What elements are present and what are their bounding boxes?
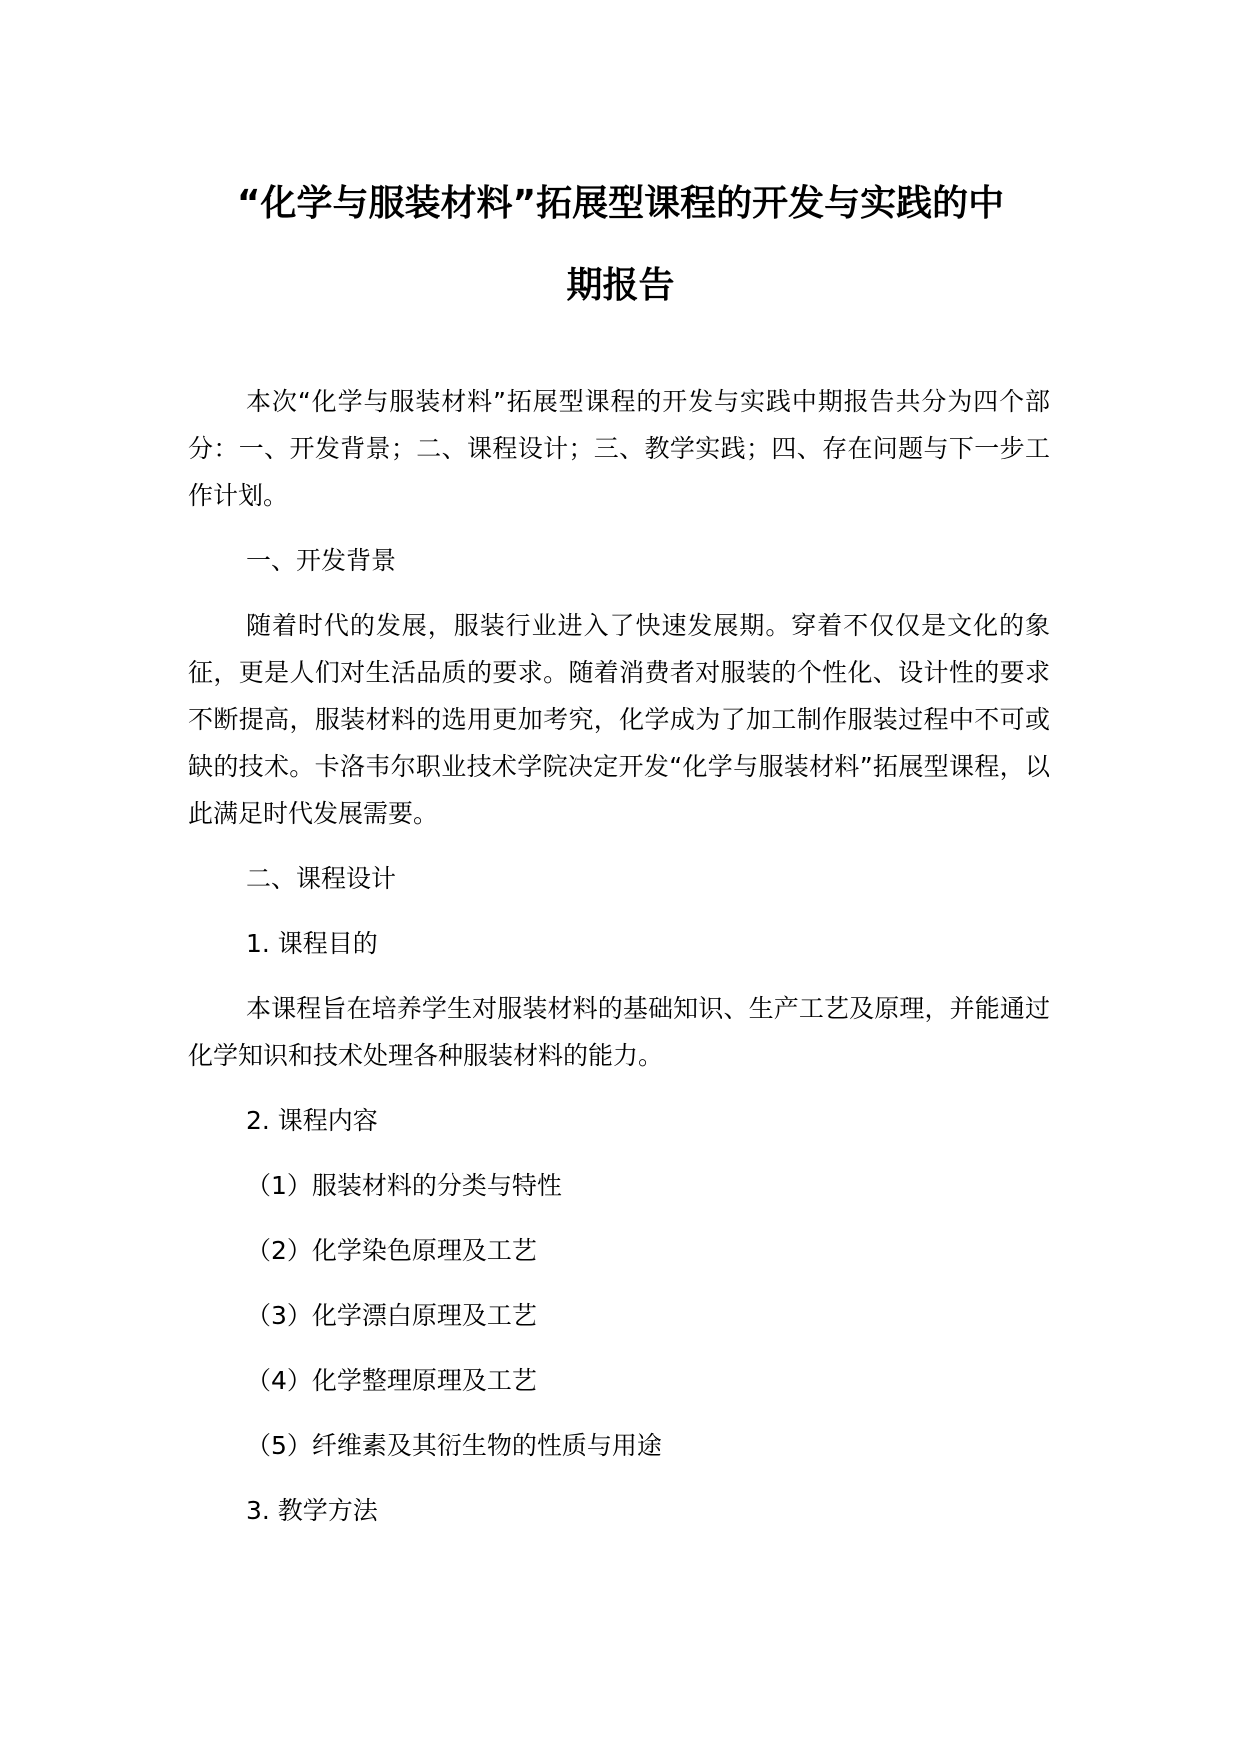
- content-list-item: （3）化学漂白原理及工艺: [246, 1301, 537, 1330]
- content-list-item: （1）服装材料的分类与特性: [246, 1171, 562, 1200]
- document-body: [188, 378, 1050, 1534]
- section-heading-background: 一、开发背景: [246, 546, 397, 575]
- section-heading-course-design: 二、课程设计: [246, 864, 397, 893]
- content-list-item: （4）化学整理原理及工艺: [246, 1366, 537, 1395]
- content-list-item: （5）纤维素及其衍生物的性质与用途: [246, 1431, 662, 1460]
- course-purpose-paragraph: 本课程旨在培养学生对服装材料的基础知识、生产工艺及原理，并能通过化学知识和技术处理各种服装材料的能力。: [188, 994, 1050, 1070]
- subheading-teaching-methods: 3. 教学方法: [246, 1496, 378, 1525]
- intro-paragraph: 本次“化学与服装材料”拓展型课程的开发与实践中期报告共分为四个部分：一、开发背景；二、课程设计；三、教学实践；四、存在问题与下一步工作计划。: [188, 387, 1050, 510]
- background-paragraph: 随着时代的发展，服装行业进入了快速发展期。穿着不仅仅是文化的象征，更是人们对生活品质的要求。随着消费者对服装的个性化、设计性的要求不断提高，服装材料的选用更加考究，化学成为了加工制作服装过程中不可或缺的技术。卡洛韦尔职业技术学院决定开发“化学与服装材料”拓展型课程，以此满足时代发展需要。: [188, 611, 1050, 828]
- subheading-course-purpose: 1. 课程目的: [246, 929, 378, 958]
- subheading-course-content: 2. 课程内容: [246, 1106, 378, 1135]
- document-title-line-1: “化学与服装材料”拓展型课程的开发与实践的中: [236, 183, 1005, 224]
- content-list-item: （2）化学染色原理及工艺: [246, 1236, 537, 1265]
- document-title-line-2: 期报告: [566, 265, 675, 306]
